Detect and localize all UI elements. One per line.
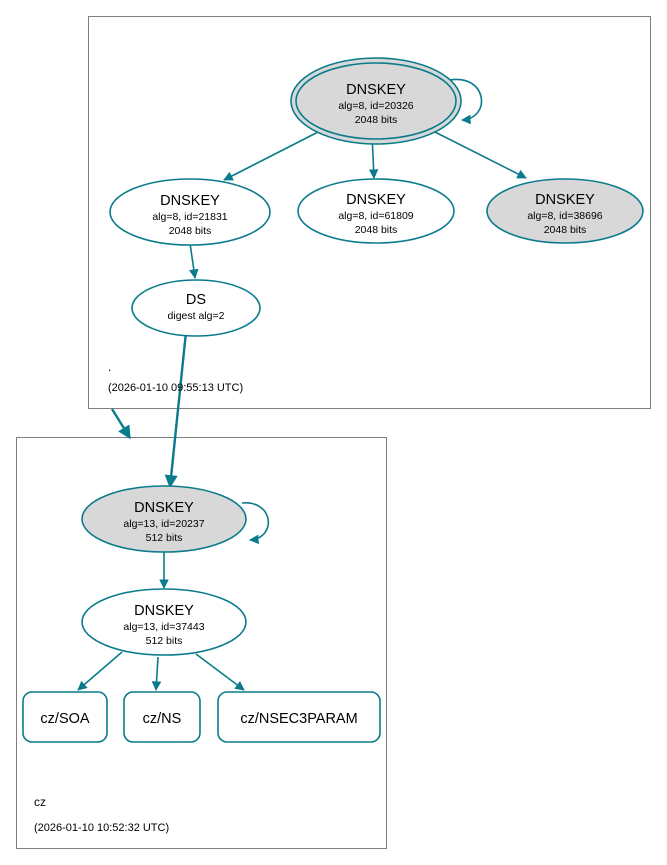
node-label-type: cz/NSEC3PARAM — [240, 711, 358, 727]
edge-root-ksk-to-zsk38696 — [433, 131, 526, 178]
edge-root-ksk-to-zsk21831 — [224, 131, 320, 180]
zone-timestamp-cz: (2026-01-10 10:52:32 UTC) — [34, 822, 170, 834]
node-root-ds[interactable] — [132, 280, 260, 336]
node-label-size: 512 bits — [145, 532, 183, 544]
node-root-ksk-20326[interactable] — [291, 58, 461, 144]
node-cz-ksk-20237[interactable] — [82, 486, 246, 552]
edge-cz-zsk-to-nsec3param — [196, 654, 244, 690]
node-root-zsk-61809[interactable] — [298, 179, 454, 243]
node-label-type: cz/SOA — [40, 711, 90, 727]
zone-label-cz: cz — [34, 795, 46, 809]
node-label-alg: alg=13, id=37443 — [123, 621, 205, 633]
node-label-alg: alg=8, id=21831 — [152, 211, 228, 223]
node-label-size: 2048 bits — [168, 225, 212, 237]
zone-timestamp-root: (2026-01-10 09:55:13 UTC) — [108, 382, 244, 394]
node-root-zsk-21831[interactable] — [110, 179, 270, 245]
node-label-type: DNSKEY — [535, 192, 595, 208]
node-label-alg: alg=8, id=61809 — [338, 210, 414, 222]
node-label-size: 2048 bits — [543, 224, 587, 236]
node-cz-soa[interactable] — [23, 692, 107, 742]
edge-root-zsk21831-to-ds — [190, 243, 195, 278]
edge-ds-to-cz-ksk — [170, 332, 186, 487]
node-label-type: DS — [185, 292, 207, 308]
node-label-alg: alg=8, id=38696 — [527, 210, 603, 222]
node-cz-nsec3param[interactable] — [218, 692, 380, 742]
node-label-type: cz/NS — [142, 711, 182, 727]
node-label-digest: digest alg=2 — [167, 310, 225, 322]
node-cz-ns[interactable] — [124, 692, 200, 742]
node-label-type: DNSKEY — [346, 82, 406, 98]
node-cz-zsk-37443[interactable] — [82, 589, 246, 655]
node-label-alg: alg=8, id=20326 — [338, 100, 414, 112]
node-label-alg: alg=13, id=20237 — [123, 518, 205, 530]
node-label-size: 2048 bits — [354, 224, 398, 236]
node-label-type: DNSKEY — [160, 193, 220, 209]
zone-label-root: . — [108, 360, 112, 374]
node-root-zsk-38696[interactable] — [487, 179, 643, 243]
edge-cz-zsk-to-ns — [156, 657, 158, 690]
edge-cz-zsk-to-soa — [78, 652, 122, 690]
edge-zone-delegation — [112, 409, 130, 438]
node-label-type: DNSKEY — [134, 603, 194, 619]
node-label-type: DNSKEY — [134, 500, 194, 516]
node-label-size: 2048 bits — [354, 114, 398, 126]
node-label-size: 512 bits — [145, 635, 183, 647]
node-label-type: DNSKEY — [346, 192, 406, 208]
